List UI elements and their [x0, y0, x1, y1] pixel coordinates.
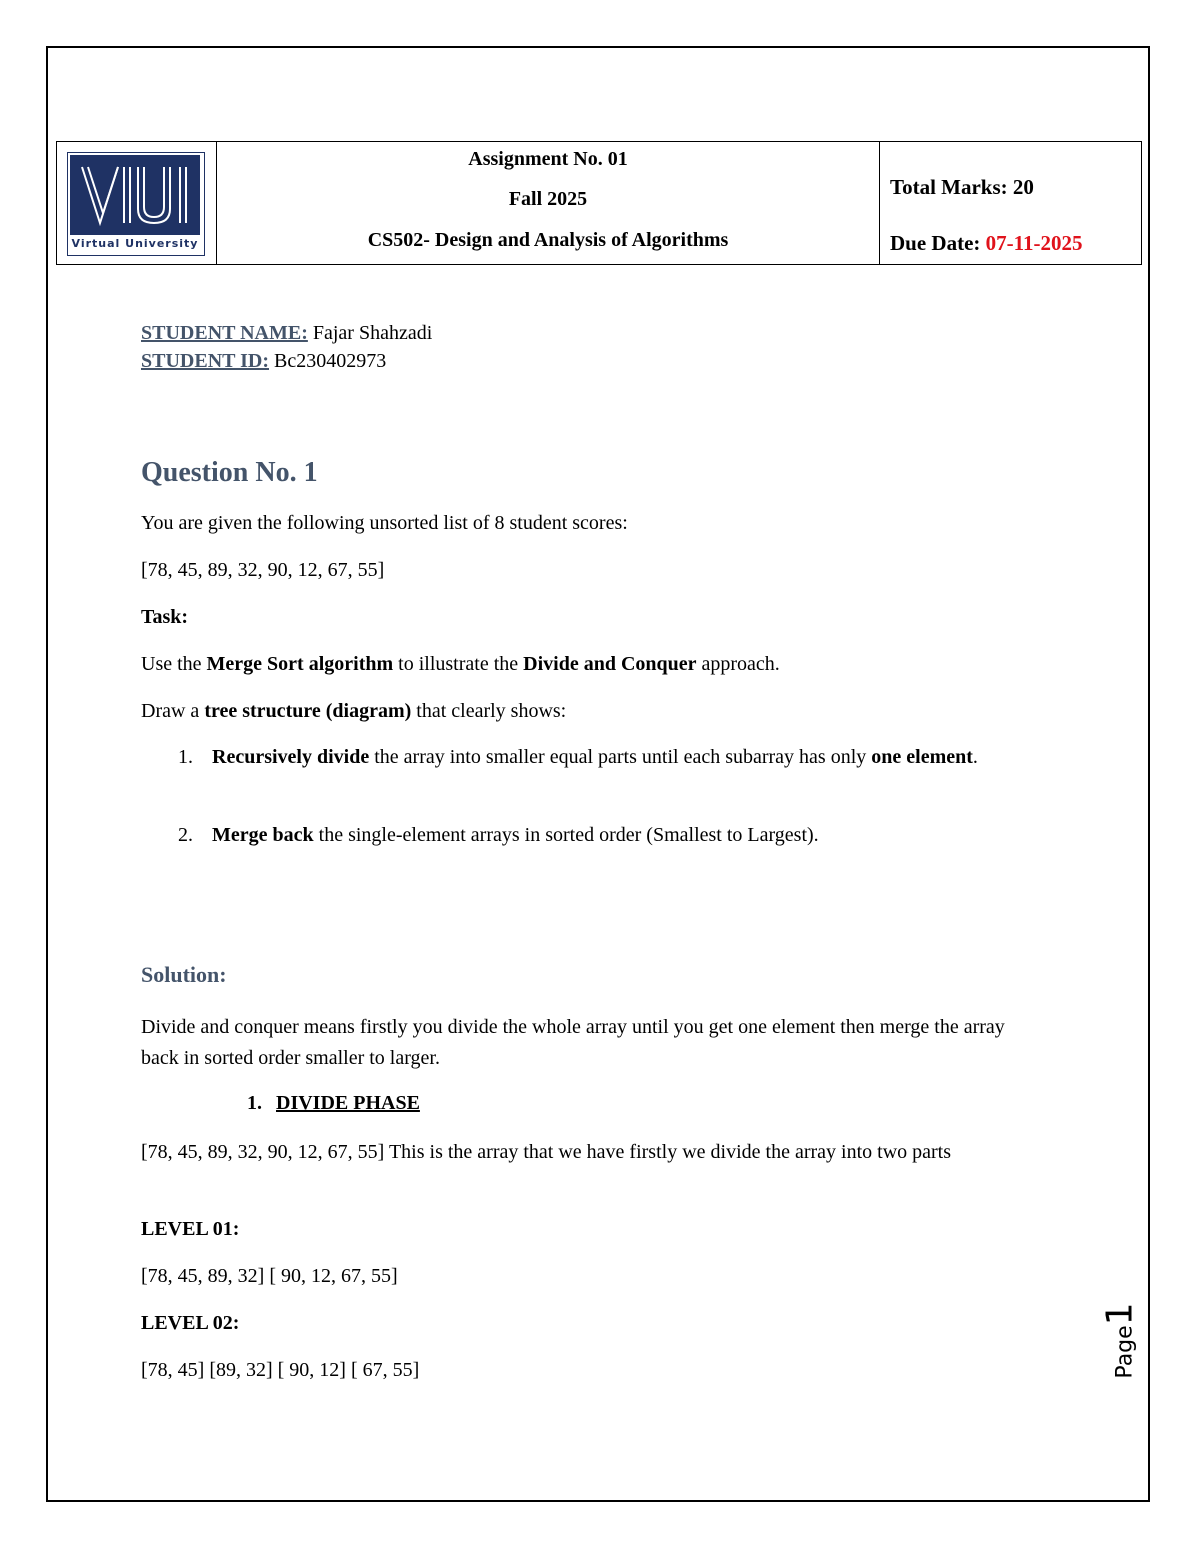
- question-intro: You are given the following unsorted list of 8 student scores:: [141, 512, 628, 534]
- assignment-number: Assignment No. 01: [468, 148, 628, 170]
- task-line-2: [141, 696, 1061, 727]
- list-item-number: 1.: [178, 746, 193, 768]
- vu-logo: [67, 152, 205, 256]
- marks-cell: [880, 142, 1141, 264]
- task-line-1-text: to illustrate the: [393, 653, 524, 675]
- title-cell: [217, 142, 880, 264]
- solution-intro: Divide and conquer means firstly you divide the whole array until you get one element then merge the array back in sorted order smaller to larger.: [141, 1016, 1005, 1069]
- task-line-1-bold: Divide and Conquer: [523, 653, 697, 675]
- list-item-body: the single-element arrays in sorted order (Smallest to Largest).: [313, 824, 819, 846]
- phase-title: DIVIDE PHASE: [276, 1092, 420, 1114]
- page-number-rotated: [1100, 1302, 1141, 1378]
- task-label: Task:: [141, 606, 189, 628]
- task-line-1-bold: Merge Sort algorithm: [206, 653, 394, 675]
- student-id: [141, 350, 386, 373]
- phase-description: [78, 45, 89, 32, 90, 12, 67, 55] This is the array that we have firstly we divide the array into two parts: [141, 1141, 952, 1163]
- list-item-text: [212, 742, 1048, 773]
- list-item-bold: Merge back: [212, 824, 314, 846]
- logo-cell: [57, 142, 217, 264]
- task-line-1-text: Use the: [141, 653, 207, 675]
- header-table: [56, 141, 1142, 265]
- list-item-bold: one element: [871, 746, 973, 768]
- student-name-value: Fajar Shahzadi: [312, 322, 433, 344]
- task-line-2-bold: tree structure (diagram): [204, 700, 412, 722]
- phase-number: 1.: [247, 1092, 262, 1114]
- question-heading: Question No. 1: [141, 457, 318, 488]
- page-word: Page: [1112, 1325, 1138, 1379]
- page-number: [1092, 1300, 1162, 1390]
- due-date: [890, 231, 1082, 256]
- task-line-1-text: approach.: [696, 653, 780, 675]
- due-date-label: Due Date:: [890, 231, 981, 255]
- list-item-text: [212, 820, 1048, 851]
- task-line-2-text: that clearly shows:: [411, 700, 567, 722]
- level-1-label: LEVEL 01:: [141, 1218, 240, 1240]
- student-name: [141, 322, 432, 345]
- list-item-number: 2.: [178, 824, 193, 846]
- list-item-body: .: [972, 746, 978, 768]
- level-2-value: [78, 45] [89, 32] [ 90, 12] [ 67, 55]: [141, 1359, 420, 1381]
- divide-phase-heading: [247, 1092, 420, 1115]
- logo-caption: Virtual University: [71, 237, 199, 250]
- task-line-1: [141, 649, 1061, 680]
- student-id-label: STUDENT ID:: [141, 350, 269, 372]
- list-item-bold: Recursively divide: [212, 746, 370, 768]
- level-2-label: LEVEL 02:: [141, 1312, 240, 1334]
- task-line-2-text: Draw a: [141, 700, 205, 722]
- semester: Fall 2025: [508, 188, 588, 210]
- list-item-body: the array into smaller equal parts until each subarray has only: [369, 746, 872, 768]
- question-array: [78, 45, 89, 32, 90, 12, 67, 55]: [141, 559, 385, 581]
- page-digit: 1: [1099, 1302, 1141, 1326]
- student-id-value: Bc230402973: [274, 350, 387, 372]
- vu-logo-mark: [70, 155, 200, 235]
- course-title: CS502- Design and Analysis of Algorithms: [367, 229, 729, 251]
- solution-heading: Solution:: [141, 962, 227, 987]
- student-name-label: STUDENT NAME:: [141, 322, 308, 344]
- level-1-value: [78, 45, 89, 32] [ 90, 12, 67, 55]: [141, 1265, 398, 1287]
- total-marks: Total Marks: 20: [890, 175, 1034, 199]
- due-date-value: 07-11-2025: [985, 231, 1083, 255]
